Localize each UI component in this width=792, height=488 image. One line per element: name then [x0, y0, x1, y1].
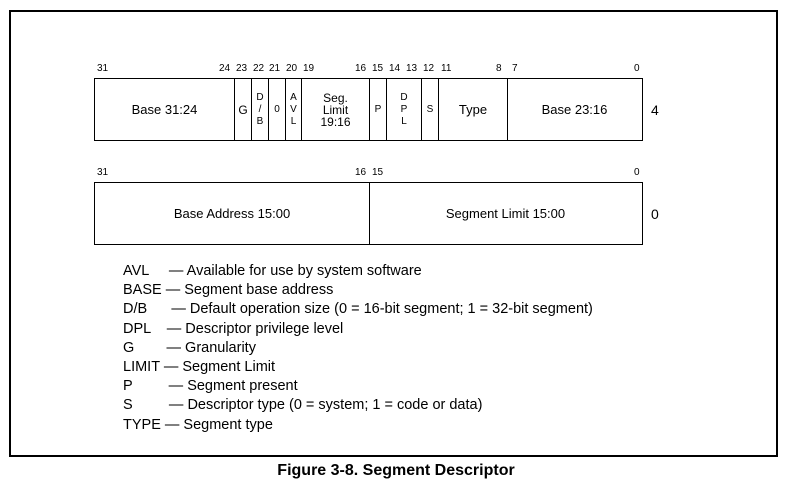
legend-item-type: TYPE — Segment type: [123, 416, 273, 433]
field-s: [421, 79, 438, 140]
field-label: Base 23:16: [541, 101, 608, 117]
legend-item-limit: LIMIT — Segment Limit: [123, 358, 276, 375]
field-db: [251, 79, 268, 140]
legend-item-base: BASE — Segment base address: [123, 282, 334, 299]
field-segment-limit-15-00: [369, 183, 641, 244]
bit-number: 14: [389, 63, 401, 74]
bit-number: 16: [355, 63, 367, 74]
field-label: G: [238, 102, 248, 117]
field-avl: [285, 79, 301, 140]
legend-item-dpl: DPL — Descriptor privilege level: [123, 320, 344, 337]
bit-number: 12: [423, 63, 435, 74]
bit-number: 7: [512, 63, 518, 74]
bit-number: 15: [372, 167, 384, 178]
upper-descriptor-row: [94, 78, 643, 141]
bit-number: 20: [286, 63, 298, 74]
field-g: [234, 79, 251, 140]
field-label: Seg. Limit 19:16: [320, 90, 351, 129]
field-type: [438, 79, 507, 140]
figure-caption: Figure 3-8. Segment Descriptor: [277, 462, 515, 479]
bit-number: 22: [253, 63, 265, 74]
bit-number: 8: [496, 63, 502, 74]
legend-item-s: S — Descriptor type (0 = system; 1 = code or data): [123, 397, 483, 414]
field-label: D / B: [256, 91, 264, 127]
field-base-address-15-00: [95, 183, 369, 244]
bit-number: 24: [219, 63, 231, 74]
field-label: S: [426, 103, 434, 115]
bit-number: 21: [269, 63, 281, 74]
field-label: Base 31:24: [131, 101, 198, 117]
lower-descriptor-row: [94, 182, 643, 245]
field-p: [369, 79, 386, 140]
lower-offset-label: 0: [651, 206, 659, 222]
field-base-23-16: [507, 79, 641, 140]
field-base-31-24: [95, 79, 234, 140]
field-reserved-zero: [268, 79, 285, 140]
field-label: D P L: [400, 91, 408, 127]
field-label: Type: [458, 101, 488, 117]
field-segment-limit-19-16: [301, 79, 369, 140]
bit-number: 16: [355, 167, 367, 178]
field-label: P: [374, 103, 382, 115]
legend: [123, 262, 593, 435]
bit-number: 0: [634, 167, 640, 178]
bit-number: 23: [236, 63, 248, 74]
field-label: Segment Limit 15:00: [445, 205, 566, 221]
upper-offset-label: 4: [651, 102, 659, 118]
legend-item-db: D/B — Default operation size (0 = 16-bit segment; 1 = 32-bit segment): [123, 301, 593, 318]
bit-number: 11: [441, 63, 452, 74]
field-label: 0: [274, 103, 280, 115]
legend-item-p: P — Segment present: [123, 378, 298, 395]
field-label: Base Address 15:00: [173, 205, 291, 221]
bit-number: 0: [634, 63, 640, 74]
bit-number: 15: [372, 63, 384, 74]
legend-item-g: G — Granularity: [123, 339, 256, 356]
bit-number: 31: [97, 63, 109, 74]
field-label: A V L: [290, 91, 297, 127]
bit-number: 31: [97, 167, 109, 178]
field-dpl: [386, 79, 421, 140]
legend-item-avl: AVL — Available for use by system software: [123, 263, 422, 279]
bit-number: 13: [406, 63, 418, 74]
bit-number: 19: [303, 63, 315, 74]
